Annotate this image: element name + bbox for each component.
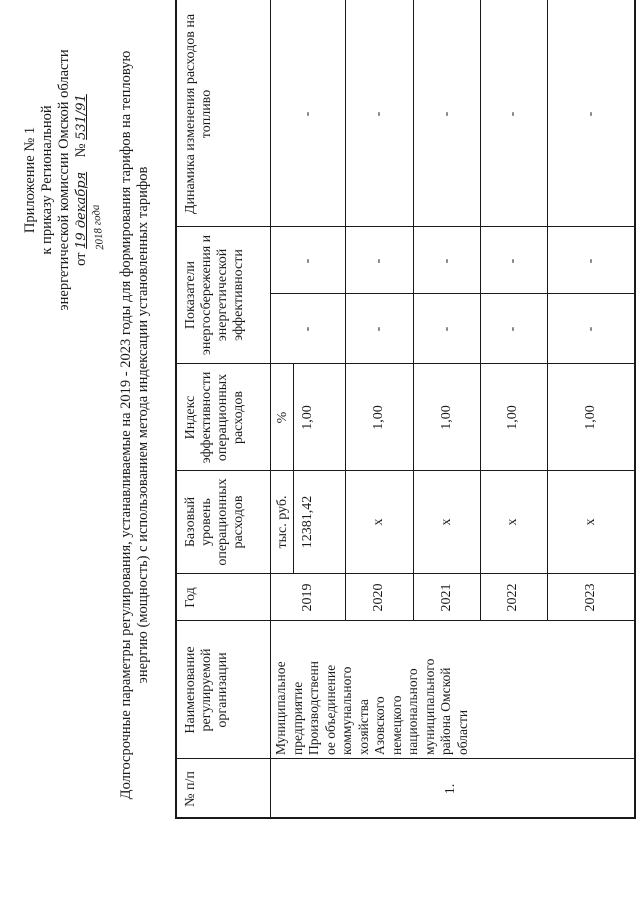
header-base: Базовый уровень операционных расходов (183, 478, 246, 566)
cell-base: х (371, 518, 386, 526)
cell-energy2: - (583, 258, 598, 264)
cell-index: 1,00 (371, 405, 386, 430)
document-title (118, 35, 152, 815)
org-line: немецкого (388, 695, 404, 755)
org-line: предприятие (289, 681, 305, 755)
unit-index: % (275, 411, 290, 424)
row-line (413, 0, 414, 621)
header-fuel: Динамика изменения расходов на топливо (183, 13, 214, 215)
org-line: ое объединение (322, 664, 338, 755)
header-index: Индекс эффективности операционных расходов (183, 371, 246, 464)
org-line: Производственн (306, 661, 321, 755)
cell-fuel: - (371, 111, 386, 117)
cell-energy1: - (505, 326, 520, 332)
org-line: Муниципальное (273, 661, 288, 755)
col-line (175, 226, 635, 227)
from-label: от (73, 252, 89, 266)
org-line: коммунального (339, 666, 354, 755)
row-number: 1. (443, 783, 458, 795)
number-label: № (73, 143, 89, 158)
cell-year: 2021 (439, 583, 454, 612)
org-line: национального (405, 668, 420, 755)
col-line (175, 363, 635, 364)
header-line (270, 0, 271, 819)
handwritten-year: 2018 года (89, 204, 107, 251)
cell-energy1: - (300, 326, 315, 332)
cell-index: 1,00 (505, 405, 520, 430)
col-line (175, 620, 635, 621)
header-org: Наименование регулируемой организации (183, 646, 230, 734)
cell-base: 12381,42 (300, 495, 315, 549)
row-line (547, 0, 548, 621)
table-border-left (175, 818, 635, 820)
title-line1: Долгосрочные параметры регулирования, устанавливаемые на 2019 - 2023 годы для формирования тарифов на тепловую (118, 50, 134, 800)
header-year: Год (183, 587, 198, 608)
row-line (480, 0, 481, 621)
cell-year: 2020 (371, 583, 386, 612)
cell-fuel: - (505, 111, 520, 117)
org-line: области (454, 709, 470, 755)
org-line: муниципального (421, 658, 437, 755)
organization-name (273, 623, 471, 755)
col-line (175, 470, 635, 471)
cell-energy2: - (439, 258, 454, 264)
unit-line (293, 364, 294, 574)
cell-base: х (439, 518, 454, 526)
cell-fuel: - (439, 111, 454, 117)
title-line2: энергию (мощность) с использованием метода индексации установленных тарифов (135, 166, 151, 684)
cell-fuel: - (300, 111, 315, 117)
cell-energy1: - (583, 326, 598, 332)
appendix-line3: энергетической комиссии Омской области (56, 49, 72, 311)
cell-energy1: - (371, 326, 386, 332)
cell-year: 2019 (300, 583, 315, 612)
org-line: хозяйства (355, 699, 371, 755)
cell-year: 2022 (505, 583, 520, 612)
cell-energy2: - (300, 258, 315, 264)
appendix-line1: Приложение № 1 (22, 126, 38, 234)
col-line (175, 758, 635, 759)
handwritten-number: 531/91 (74, 94, 89, 140)
col-line (175, 573, 635, 574)
cell-energy2: - (505, 258, 520, 264)
cell-fuel: - (583, 111, 598, 117)
header-energy: Показатели энергосбережения и энергетической эффективности (183, 234, 246, 356)
table-border-top (175, 0, 177, 819)
parameters-table (175, 0, 635, 819)
table-border-bottom (634, 0, 636, 819)
org-line: района Омской (438, 667, 453, 755)
org-line: Азовского (372, 696, 387, 755)
appendix-line2: к приказу Региональной (39, 105, 55, 255)
appendix-block (22, 15, 107, 345)
cell-year: 2023 (583, 583, 598, 612)
col-line (270, 293, 635, 294)
cell-energy2: - (371, 258, 386, 264)
cell-energy1: - (439, 326, 454, 332)
cell-index: 1,00 (439, 405, 454, 430)
row-line (345, 0, 346, 621)
cell-index: 1,00 (583, 405, 598, 430)
cell-base: х (505, 518, 520, 526)
handwritten-date: 19 декабря (74, 171, 89, 249)
unit-base: тыс. руб. (275, 495, 290, 549)
header-num: № п/п (183, 771, 198, 807)
cell-base: х (583, 518, 598, 526)
appendix-date-line (73, 15, 90, 345)
cell-index: 1,00 (300, 405, 315, 430)
